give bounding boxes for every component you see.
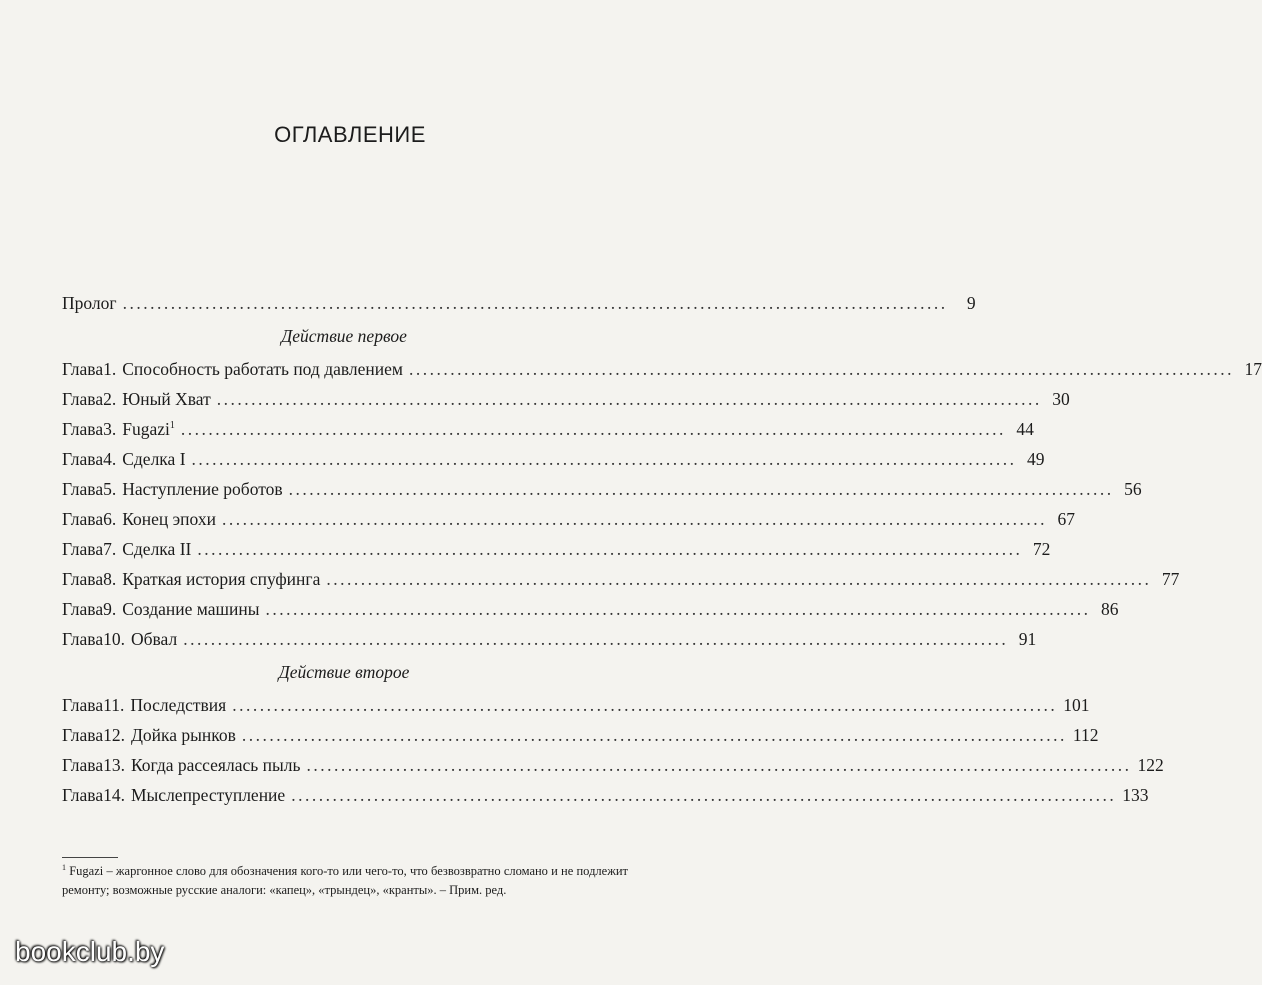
leader-dots: ........................................................................................................................ [306, 755, 1132, 775]
prologue-label: Пролог [62, 293, 117, 313]
chapter-number: 6. [103, 509, 117, 529]
chapter-number: 8. [103, 569, 117, 589]
leader-dots: ........................................................................................................................ [197, 539, 1023, 559]
chapter-title-wrap [131, 624, 177, 654]
toc-row [62, 504, 1075, 534]
chapter-page: 17 [1244, 359, 1262, 379]
chapter-page: 122 [1137, 755, 1164, 775]
chapter-page: 67 [1057, 509, 1075, 529]
chapter-page: 44 [1016, 419, 1034, 439]
toc-row [62, 690, 1090, 720]
table-of-contents [62, 288, 1262, 810]
chapter-number: 11. [103, 695, 125, 715]
toc-row [62, 594, 1119, 624]
chapter-word: Глава [62, 755, 104, 775]
toc-row-prologue [62, 288, 976, 318]
chapter-page: 86 [1100, 599, 1119, 619]
chapter-title: Способность работать под давлением [122, 359, 403, 379]
toc-row [62, 354, 1262, 384]
chapter-title-wrap [122, 504, 216, 534]
footnote-text: Fugazi – жаргонное слово для обозначения кого-то или чего-то, что безвозвратно сломано и не подлежит ремонту; возможные русские аналоги: «капец», «трындец», «кранты». – Прим. ред. [62, 864, 629, 897]
chapter-word: Глава [62, 725, 104, 745]
chapter-number: 1. [103, 359, 117, 379]
chapter-word: Глава [62, 479, 104, 499]
chapter-title-wrap [131, 780, 285, 810]
watermark-logo: bookclub.by [15, 936, 165, 967]
toc-row [62, 780, 1149, 810]
chapter-title-wrap [122, 534, 191, 564]
chapter-title: Сделка II [122, 539, 192, 559]
chapter-number: 13. [103, 755, 125, 775]
chapter-title-wrap [122, 564, 320, 594]
chapter-title-wrap [122, 594, 259, 624]
toc-row [62, 534, 1051, 564]
chapter-number: 12. [103, 725, 125, 745]
chapter-title: Создание машины [122, 599, 260, 619]
chapter-word: Глава [62, 419, 104, 439]
leader-dots: ........................................................................................................................ [288, 479, 1114, 499]
chapter-page: 133 [1122, 785, 1149, 805]
leader-dots: ........................................................................................................................ [122, 293, 948, 313]
chapter-title: Юный Хват [122, 389, 211, 409]
chapter-word: Глава [62, 359, 104, 379]
chapter-title: Дойка рынков [130, 725, 236, 745]
chapter-word: Глава [62, 569, 104, 589]
chapter-page: 77 [1161, 569, 1180, 589]
chapter-word: Глава [62, 449, 104, 469]
chapter-page: 112 [1072, 725, 1099, 745]
chapter-title-wrap [122, 474, 282, 504]
chapter-title-wrap [122, 444, 185, 474]
chapter-title: Когда рассеялась пыль [130, 755, 301, 775]
chapter-page: 91 [1018, 629, 1037, 649]
leader-dots: ........................................................................................................................ [265, 599, 1091, 619]
toc-row [62, 564, 1180, 594]
chapter-number: 5. [103, 479, 117, 499]
leader-dots: ........................................................................................................................ [180, 419, 1006, 439]
chapter-word: Глава [62, 509, 104, 529]
chapter-word: Глава [62, 599, 104, 619]
footnote-ref: 1 [169, 420, 175, 432]
chapter-number: 10. [103, 629, 125, 649]
chapter-title-wrap [122, 354, 403, 384]
chapter-page: 30 [1052, 389, 1070, 409]
chapter-page: 72 [1032, 539, 1051, 559]
toc-row [62, 444, 1045, 474]
toc-row [62, 720, 1099, 750]
toc-row [62, 474, 1142, 504]
page-title: ОГЛАВЛЕНИЕ [274, 122, 426, 147]
chapter-number: 2. [103, 389, 117, 409]
chapter-title-wrap [122, 414, 175, 444]
chapter-number: 14. [103, 785, 125, 805]
footnote-rule [62, 857, 118, 858]
leader-dots: ........................................................................................................................ [326, 569, 1152, 589]
leader-dots: ........................................................................................................................ [221, 509, 1047, 529]
toc-row [62, 414, 1034, 444]
chapter-title: Конец эпохи [122, 509, 216, 529]
leader-dots: ........................................................................................................................ [232, 695, 1058, 715]
leader-dots: ........................................................................................................................ [291, 785, 1117, 805]
chapter-title: Мыслепреступление [130, 785, 286, 805]
section-heading: Действие второе [278, 662, 410, 682]
leader-dots: ........................................................................................................................ [191, 449, 1017, 469]
chapter-word: Глава [62, 539, 104, 559]
chapter-title: Наступление роботов [122, 479, 283, 499]
chapter-word: Глава [62, 629, 104, 649]
leader-dots: ........................................................................................................................ [409, 359, 1234, 379]
chapter-title: Сделка I [122, 449, 186, 469]
chapter-number: 7. [103, 539, 117, 559]
leader-dots: ........................................................................................................................ [183, 629, 1009, 649]
chapter-word: Глава [62, 785, 104, 805]
chapter-page: 101 [1063, 695, 1090, 715]
chapter-number: 9. [103, 599, 117, 619]
chapter-page: 56 [1124, 479, 1142, 499]
toc-row [62, 750, 1164, 780]
prologue-page: 9 [966, 293, 976, 313]
chapter-title: Fugazi [122, 419, 170, 439]
footnote [62, 862, 628, 900]
chapter-title: Обвал [130, 629, 178, 649]
chapter-title-wrap [130, 690, 226, 720]
chapter-word: Глава [62, 695, 104, 715]
leader-dots: ........................................................................................................................ [216, 389, 1042, 409]
section-heading: Действие первое [281, 326, 407, 346]
toc-row [62, 384, 1070, 414]
chapter-page: 49 [1027, 449, 1045, 469]
footnote-mark: 1 [62, 862, 66, 872]
chapter-number: 4. [103, 449, 117, 469]
chapter-number: 3. [103, 419, 117, 439]
chapter-word: Глава [62, 389, 104, 409]
leader-dots: ........................................................................................................................ [241, 725, 1067, 745]
chapter-title-wrap [122, 384, 210, 414]
toc-sections [62, 318, 1262, 810]
chapter-title-wrap [131, 750, 300, 780]
toc-row [62, 624, 1037, 654]
chapter-title: Последствия [130, 695, 227, 715]
chapter-title: Краткая история спуфинга [122, 569, 321, 589]
chapter-title-wrap [131, 720, 236, 750]
